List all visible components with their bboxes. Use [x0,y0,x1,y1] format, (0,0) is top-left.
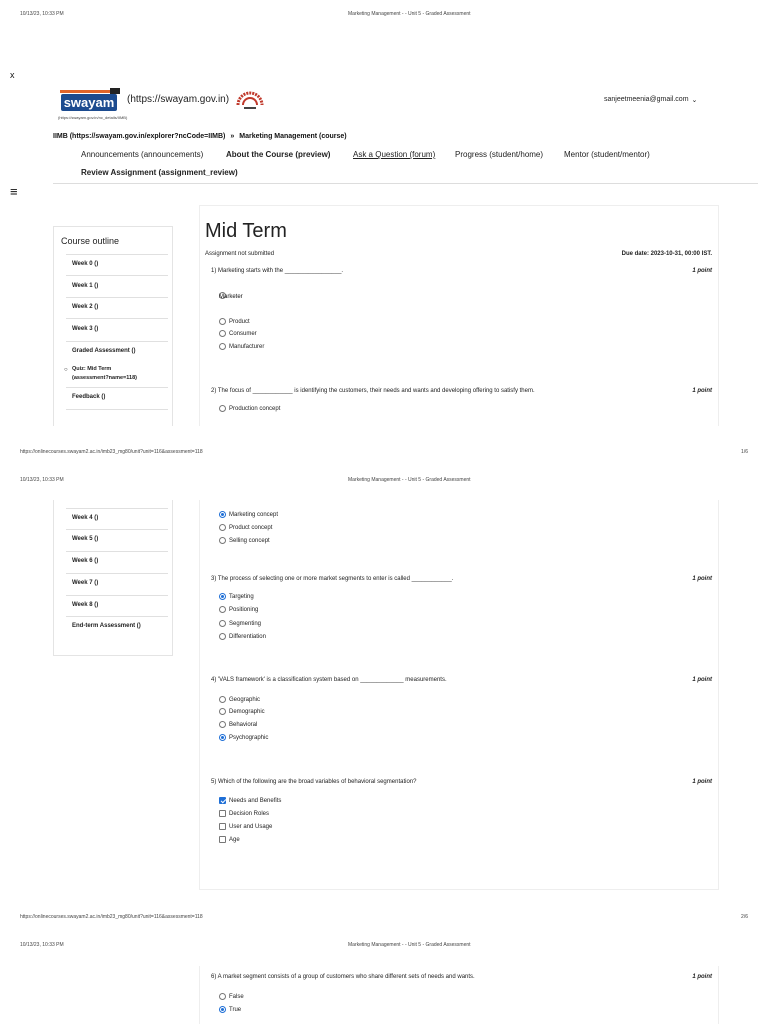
divider [66,297,168,298]
tab-progress[interactable]: Progress (student/home) [455,150,544,159]
option-label: Age [229,836,240,843]
question-3-points: 1 point [692,576,712,582]
divider [66,616,168,617]
radio-icon[interactable] [219,993,226,1000]
option-label: Marketing concept [229,511,279,518]
course-outline-panel [53,500,173,656]
radio-icon[interactable] [219,606,226,613]
radio-selected-icon[interactable] [219,511,226,518]
tab-announcements[interactable]: Announcements (announcements) [81,150,204,159]
option-label: Targeting [229,593,254,600]
tab-mentor[interactable]: Mentor (student/mentor) [564,150,650,159]
q6-option-true[interactable] [219,1006,241,1013]
breadcrumb-course[interactable]: Marketing Management (course) [239,133,347,140]
option-label: Product [229,318,250,325]
print-url: https://onlinecourses.swayam2.ac.in/imb23_mg80/unit?unit=116&assessment=118 [20,914,203,920]
divider [66,254,168,255]
divider [66,508,168,509]
option-label: Positioning [229,606,259,613]
question-5-points: 1 point [692,779,712,785]
checkbox-icon[interactable] [219,810,226,817]
q4-option-demographic[interactable] [219,708,265,715]
radio-icon[interactable] [219,633,226,640]
swayam-logo[interactable] [58,88,124,114]
sidebar-item-week-5[interactable]: Week 5 () [72,536,99,542]
radio-icon[interactable] [219,537,226,544]
q3-option-positioning[interactable] [219,606,258,613]
option-label: Demographic [229,708,265,715]
q1-option-product[interactable] [219,318,250,325]
option-label: True [229,1006,242,1013]
breadcrumb [53,133,347,140]
q5-option-user-usage[interactable] [219,823,272,830]
option-label: Differentiation [229,633,266,640]
sidebar-item-week-8[interactable]: Week 8 () [72,602,99,608]
q2-option-product-concept[interactable] [219,524,272,531]
q3-option-differentiation[interactable] [219,633,266,640]
option-label: User and Usage [229,823,273,830]
question-2-points: 1 point [692,388,712,394]
option-label: Psychographic [229,734,269,741]
sidebar-item-week-3[interactable]: Week 3 () [72,326,99,332]
radio-selected-icon[interactable] [219,1006,226,1013]
course-outline-title: Course outline [61,236,120,246]
assignment-status: Assignment not submitted [205,251,275,257]
divider [66,275,168,276]
question-4-text: 4) 'VALS framework' is a classification system based on _____________ measurements. [211,677,447,683]
q5-option-needs-benefits[interactable] [219,797,281,804]
print-title: Marketing Management - - Unit 5 - Graded Assessment [348,11,471,17]
question-1-text: 1) Marketing starts with the _________________. [211,268,344,274]
logo-text: swayam [63,95,115,110]
divider [66,529,168,530]
tab-ask-question[interactable]: Ask a Question (forum) [353,150,436,159]
option-label: Behavioral [229,721,258,728]
assignment-title: Mid Term [205,220,287,242]
sidebar-item-quiz-link[interactable]: (assessment?name=118) [72,375,137,381]
q4-option-behavioral[interactable] [219,721,257,728]
sidebar-item-week-1[interactable]: Week 1 () [72,283,99,289]
logo-caption: (https://swayam.gov.in/nc_details/IIMB) [58,115,128,120]
divider [66,573,168,574]
print-url: https://onlinecourses.swayam2.ac.in/imb23_mg80/unit?unit=116&assessment=118 [20,449,203,455]
q4-option-psychographic[interactable] [219,734,268,741]
radio-icon[interactable] [219,405,226,412]
sidebar-item-week-7[interactable]: Week 7 () [72,580,99,586]
quiz-radio-icon: ○ [64,367,68,373]
option-label: False [229,993,244,1000]
question-2-text: 2) The focus of ____________ is identifying the customers, their needs and wants and developing offering to satisfy them. [211,388,535,394]
option-label: Decision Roles [229,810,270,817]
option-label: Needs and Benefits [229,797,282,804]
user-email: sanjeetmeenia@gmail.com [604,96,689,103]
sidebar-item-week-6[interactable]: Week 6 () [72,558,99,564]
radio-icon[interactable] [219,343,226,350]
option-label: Production concept [229,405,281,412]
tab-about[interactable]: About the Course (preview) [226,150,331,159]
sidebar-item-graded-assessment[interactable]: Graded Assessment () [72,348,136,354]
close-icon[interactable]: x [10,70,15,80]
q4-option-geographic[interactable] [219,696,260,703]
sidebar-item-quiz-mid-term[interactable]: Quiz: Mid Term [72,366,112,372]
q3-option-targeting[interactable] [219,593,254,600]
question-1-points: 1 point [692,268,712,274]
q1-option-consumer[interactable] [219,330,257,337]
checkbox-icon[interactable] [219,836,226,843]
chevron-down-icon: ⌄ [691,97,698,104]
sidebar-item-week-4[interactable]: Week 4 () [72,515,99,521]
q5-option-age[interactable] [219,836,240,843]
user-menu[interactable] [604,96,697,104]
radio-icon[interactable] [219,721,226,728]
sidebar-item-week-0[interactable]: Week 0 () [72,261,99,267]
option-label: Product concept [229,524,273,531]
q1-option-marketer-label: Marketer [219,294,243,300]
option-label: Consumer [229,330,257,337]
due-date: Due date: 2023-10-31, 00:00 IST. [621,251,712,257]
divider [66,595,168,596]
sidebar-item-week-2[interactable]: Week 2 () [72,304,99,310]
option-label: Selling concept [229,537,270,544]
checkbox-checked-icon[interactable] [219,797,226,804]
sidebar-item-feedback[interactable]: Feedback () [72,394,106,400]
divider [66,387,168,388]
divider [66,341,168,342]
q3-option-segmenting[interactable] [219,620,261,627]
radio-icon[interactable] [219,708,226,715]
page-number: 1/6 [741,449,748,455]
question-6-text: 6) A market segment consists of a group of customers who share different sets of needs and wants. [211,974,475,980]
print-datetime: 10/13/23, 10:33 PM [20,942,64,948]
breadcrumb-root[interactable]: IIMB (https://swayam.gov.in/explorer?ncCode=IIMB) [53,133,226,140]
print-title: Marketing Management - - Unit 5 - Graded Assessment [348,942,471,948]
tab-review-assignment[interactable]: Review Assignment (assignment_review) [81,168,238,177]
sidebar-item-end-term[interactable]: End-term Assessment () [72,623,141,629]
q2-option-marketing-concept[interactable] [219,511,278,518]
divider [66,318,168,319]
divider [66,409,168,410]
breadcrumb-separator: » [230,133,235,140]
radio-icon[interactable] [219,318,226,325]
q1-option-manufacturer[interactable] [219,343,264,350]
radio-icon[interactable] [219,524,226,531]
print-title: Marketing Management - - Unit 5 - Graded Assessment [348,477,471,483]
q2-option-selling-concept[interactable] [219,537,270,544]
q2-option-production-concept[interactable] [219,405,280,412]
q5-option-decision-roles[interactable] [219,810,269,817]
page-number: 2/6 [741,914,748,920]
nav-divider [53,183,758,184]
divider [66,551,168,552]
option-label: Segmenting [229,620,262,627]
radio-selected-icon[interactable] [219,593,226,600]
question-4-points: 1 point [692,677,712,683]
question-3-text: 3) The process of selecting one or more market segments to enter is called ____________. [211,576,454,582]
option-label: Manufacturer [229,343,265,350]
option-label: Geographic [229,696,261,703]
print-datetime: 10/13/23, 10:33 PM [20,11,64,17]
q6-option-false[interactable] [219,993,244,1000]
checkbox-icon[interactable] [219,823,226,830]
radio-icon[interactable] [219,330,226,337]
radio-icon[interactable] [219,696,226,703]
swayam-home-link[interactable]: (https://swayam.gov.in) [127,94,230,105]
radio-selected-icon[interactable] [219,734,226,741]
question-6-points: 1 point [692,974,712,980]
assignment-panel [199,500,719,890]
radio-icon[interactable] [219,620,226,627]
hamburger-menu-icon[interactable]: ≡ [10,184,18,199]
question-5-text: 5) Which of the following are the broad variables of behavioral segmentation? [211,779,417,785]
iimb-logo[interactable] [235,91,265,111]
print-datetime: 10/13/23, 10:33 PM [20,477,64,483]
